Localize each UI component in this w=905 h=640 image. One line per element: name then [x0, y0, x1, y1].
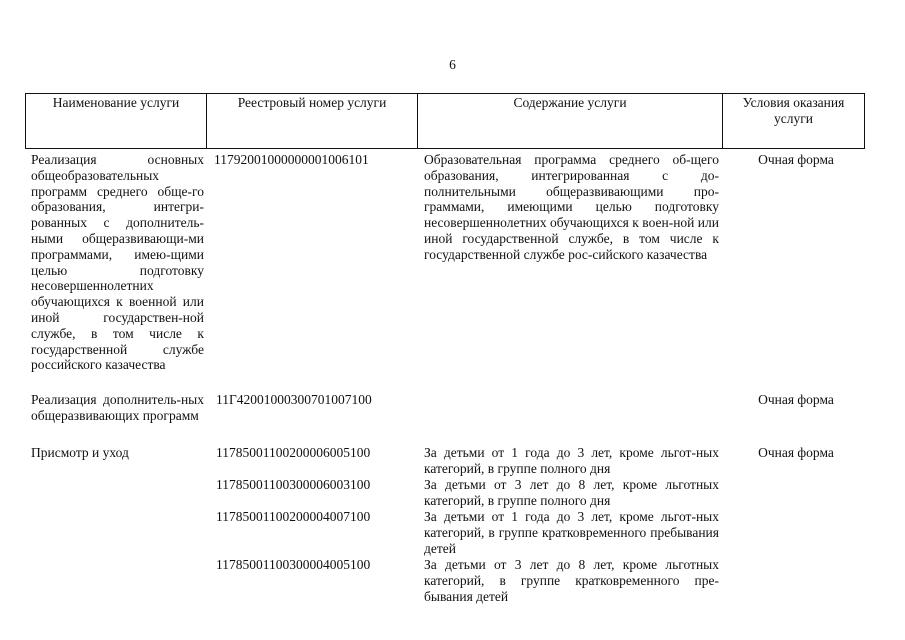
row-5-registry-number: 11785001100200004007100 [216, 509, 371, 524]
row-1-service-name: Реализация основных общеобразовательных программ среднего обще-го образования, интегри-рованных с дополнитель-ными общеразвивающи-ми программами, имею-щими целью подготовку несовершеннолетних обучающихся к военной или иной государствен-ной службе, в том числе к государственной службе российского казачества [31, 152, 204, 373]
header-service-name: Наименование услуги [26, 94, 207, 148]
table-header [25, 93, 865, 149]
row-6-service-content: За детьми от 3 лет до 8 лет, кроме льготных категорий, в группе кратковременного пре-бывания детей [424, 557, 719, 604]
row-6-registry-number: 11785001100300004005100 [216, 557, 371, 572]
page-number: 6 [449, 57, 456, 72]
row-3-service-content: За детьми от 1 года до 3 лет, кроме льгот-ных категорий, в группе полного дня [424, 445, 719, 476]
row-1-registry-number: 11792001000000001006101 [214, 152, 369, 167]
header-service-content: Содержание услуги [418, 94, 723, 148]
row-2-registry-number: 11Г42001000300701007100 [216, 392, 372, 407]
row-3-registry-number: 11785001100200006005100 [216, 445, 371, 460]
row-5-service-content: За детьми от 1 года до 3 лет, кроме льгот-ных категорий, в группе кратковременного пребывания детей [424, 509, 719, 556]
row-3-service-conditions: Очная форма [758, 445, 834, 460]
row-4-registry-number: 11785001100300006003100 [216, 477, 371, 492]
row-2-service-name: Реализация дополнитель-ных общеразвивающих программ [31, 392, 204, 423]
row-1-service-conditions: Очная форма [758, 152, 834, 167]
header-service-conditions: Условия оказания услуги [742, 95, 845, 126]
row-1-service-content: Образовательная программа среднего об-щего образования, интегрированная с до-полнительными общеразвивающими про-граммами, имеющими целью подготовку несовершеннолетних обучающихся к воен-ной или иной государственной службе, в том числе к государственной службе рос-сийского казачества [424, 152, 719, 262]
header-registry-number: Реестровый номер услуги [207, 94, 418, 148]
row-4-service-content: За детьми от 3 лет до 8 лет, кроме льготных категорий, в группе полного дня [424, 477, 719, 508]
row-3-service-name: Присмотр и уход [31, 445, 129, 460]
row-2-service-conditions: Очная форма [758, 392, 834, 407]
